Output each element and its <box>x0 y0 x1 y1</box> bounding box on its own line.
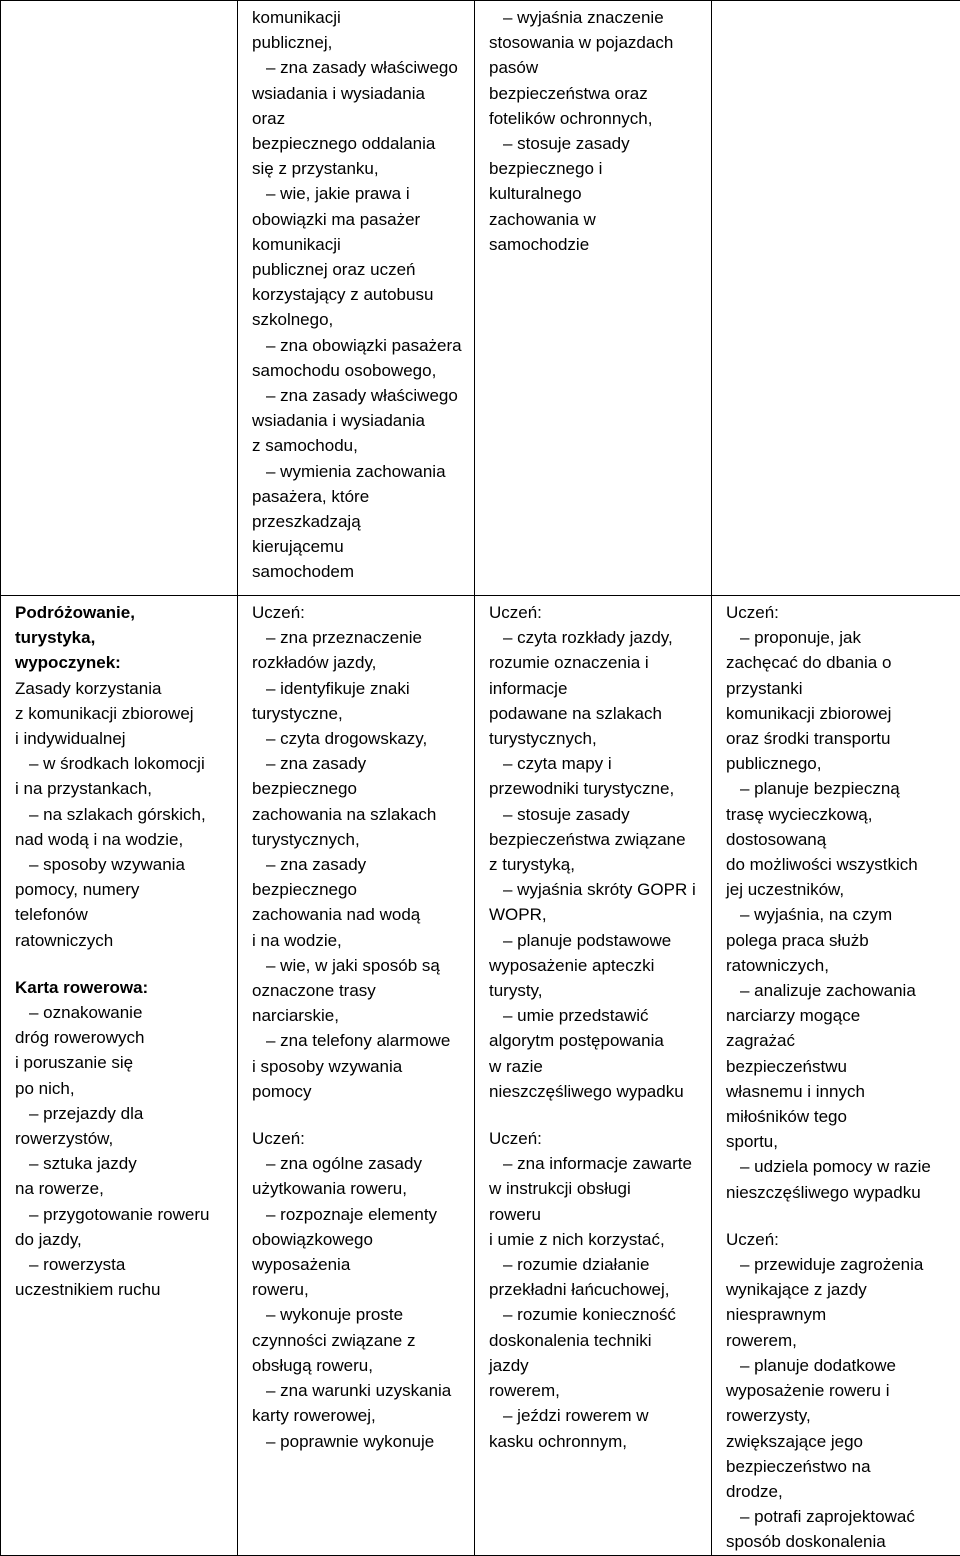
text-line: – rowerzysta <box>15 1252 229 1277</box>
text-line: – wyjaśnia, na czym <box>726 902 952 927</box>
text-line: bezpiecznego i <box>489 156 703 181</box>
text-line: – potrafi zaprojektować <box>726 1504 952 1529</box>
text-line: własnemu i innych <box>726 1079 952 1104</box>
text-block <box>489 600 703 1104</box>
section-heading: Karta rowerowa: <box>15 975 229 1000</box>
text-line: nieszczęśliwego wypadku <box>489 1079 703 1104</box>
text-line: nad wodą i na wodzie, <box>15 827 229 852</box>
text-line: komunikacji zbiorowej <box>726 701 952 726</box>
text-line: użytkowania roweru, <box>252 1176 466 1201</box>
text-line: pomocy <box>252 1079 466 1104</box>
text-line: do jazdy, <box>15 1227 229 1252</box>
text-line: ratowniczych <box>15 928 229 953</box>
text-line: i umie z nich korzystać, <box>489 1227 703 1252</box>
text-line: niesprawnym <box>726 1302 952 1327</box>
table-cell <box>475 596 712 1556</box>
text-block <box>252 1126 466 1454</box>
text-line: i sposoby wzywania <box>252 1054 466 1079</box>
text-block <box>15 600 229 953</box>
text-line: trasę wycieczkową, <box>726 802 952 827</box>
text-line: bezpiecznego <box>252 776 466 801</box>
text-block <box>252 5 466 585</box>
text-line: miłośników tego <box>726 1104 952 1129</box>
text-block <box>489 5 703 257</box>
text-line: – czyta drogowskazy, <box>252 726 466 751</box>
section-heading: wypoczynek: <box>15 650 229 675</box>
table-cell <box>238 596 475 1556</box>
text-line: bezpieczeństwu <box>726 1054 952 1079</box>
text-line: bezpieczeństwa oraz <box>489 81 703 106</box>
text-line: jej uczestników, <box>726 877 952 902</box>
text-line: wynikające z jazdy <box>726 1277 952 1302</box>
text-line: narciarskie, <box>252 1003 466 1028</box>
text-line: – planuje podstawowe <box>489 928 703 953</box>
text-line: WOPR, <box>489 902 703 927</box>
text-line: obsługą roweru, <box>252 1353 466 1378</box>
text-line: bezpieczeństwa związane <box>489 827 703 852</box>
text-line: rozkładów jazdy, <box>252 650 466 675</box>
text-line: bezpiecznego oddalania <box>252 131 466 156</box>
text-line: rowerzystów, <box>15 1126 229 1151</box>
text-line: – czyta mapy i <box>489 751 703 776</box>
text-line: do możliwości wszystkich <box>726 852 952 877</box>
table-cell <box>238 1 475 596</box>
text-line: narciarzy mogące <box>726 1003 952 1028</box>
text-line: samochodu osobowego, <box>252 358 466 383</box>
text-block <box>252 600 466 1104</box>
text-line: – wyjaśnia znaczenie <box>489 5 703 30</box>
text-line: obowiązki ma pasażer <box>252 207 466 232</box>
text-line: zachowania nad wodą <box>252 902 466 927</box>
text-line: rozumie oznaczenia i <box>489 650 703 675</box>
text-line: algorytm postępowania <box>489 1028 703 1053</box>
text-line: uczestnikiem ruchu <box>15 1277 229 1302</box>
text-line: się z przystanku, <box>252 156 466 181</box>
text-line: oraz <box>252 106 466 131</box>
text-line: z samochodu, <box>252 433 466 458</box>
text-line: kasku ochronnym, <box>489 1429 703 1454</box>
text-line: czynności związane z <box>252 1328 466 1353</box>
text-line: – przygotowanie roweru <box>15 1202 229 1227</box>
text-line: w razie <box>489 1054 703 1079</box>
text-line: publicznego, <box>726 751 952 776</box>
text-line: – sposoby wzywania <box>15 852 229 877</box>
text-line: roweru, <box>252 1277 466 1302</box>
text-block <box>726 1227 952 1555</box>
text-line: z turystyką, <box>489 852 703 877</box>
text-line: Uczeń: <box>726 1227 952 1252</box>
text-line: zachęcać do dbania o <box>726 650 952 675</box>
text-line: wyposażenia <box>252 1252 466 1277</box>
text-line: sposób doskonalenia <box>726 1529 952 1554</box>
text-line: – poprawnie wykonuje <box>252 1429 466 1454</box>
text-line: przystanki <box>726 676 952 701</box>
text-line: na rowerze, <box>15 1176 229 1201</box>
text-line: – zna informacje zawarte <box>489 1151 703 1176</box>
text-line: w instrukcji obsługi <box>489 1176 703 1201</box>
text-line: wsiadania i wysiadania <box>252 81 466 106</box>
table-cell <box>1 596 238 1556</box>
text-line: – przejazdy dla <box>15 1101 229 1126</box>
text-line: Uczeń: <box>489 1126 703 1151</box>
text-line: i poruszanie się <box>15 1050 229 1075</box>
text-line: jazdy <box>489 1353 703 1378</box>
text-line: Uczeń: <box>252 600 466 625</box>
text-line: zachowania na szlakach <box>252 802 466 827</box>
text-line: zachowania w <box>489 207 703 232</box>
table-cell <box>712 1 960 596</box>
text-line: z komunikacji zbiorowej <box>15 701 229 726</box>
text-block <box>726 600 952 1205</box>
text-line: wyposażenie roweru i <box>726 1378 952 1403</box>
text-line: wyposażenie apteczki <box>489 953 703 978</box>
text-line: Uczeń: <box>726 600 952 625</box>
text-line: przeszkadzają <box>252 509 466 534</box>
text-line: ratowniczych, <box>726 953 952 978</box>
table-row <box>1 596 960 1556</box>
text-line: samochodem <box>252 559 466 584</box>
text-line: i na wodzie, <box>252 928 466 953</box>
text-line: rowerem, <box>726 1328 952 1353</box>
text-line: bezpieczeństwo na <box>726 1454 952 1479</box>
text-line: – zna zasady właściwego <box>252 383 466 408</box>
text-line: publicznej, <box>252 30 466 55</box>
text-line: – wyjaśnia skróty GOPR i <box>489 877 703 902</box>
text-line: – wie, jakie prawa i <box>252 181 466 206</box>
text-line: podawane na szlakach <box>489 701 703 726</box>
text-line: – stosuje zasady <box>489 131 703 156</box>
text-line: pomocy, numery <box>15 877 229 902</box>
text-line: turysty, <box>489 978 703 1003</box>
text-line: fotelików ochronnych, <box>489 106 703 131</box>
text-line: – przewiduje zagrożenia <box>726 1252 952 1277</box>
text-line: oznaczone trasy <box>252 978 466 1003</box>
text-line: turystycznych, <box>489 726 703 751</box>
text-line: kulturalnego <box>489 181 703 206</box>
text-line: pasażera, które <box>252 484 466 509</box>
text-line: karty rowerowej, <box>252 1403 466 1428</box>
text-line: szkolnego, <box>252 307 466 332</box>
text-line: i na przystankach, <box>15 776 229 801</box>
text-line: Uczeń: <box>252 1126 466 1151</box>
text-line: – rozpoznaje elementy <box>252 1202 466 1227</box>
text-line: – planuje dodatkowe <box>726 1353 952 1378</box>
table-cell <box>475 1 712 596</box>
text-line: – planuje bezpieczną <box>726 776 952 801</box>
text-line: zwiększające jego <box>726 1429 952 1454</box>
text-line: samochodzie <box>489 232 703 257</box>
text-line: – zna ogólne zasady <box>252 1151 466 1176</box>
text-line: turystyczne, <box>252 701 466 726</box>
text-line: – zna przeznaczenie <box>252 625 466 650</box>
text-line: – wymienia zachowania <box>252 459 466 484</box>
text-line: – rozumie konieczność <box>489 1302 703 1327</box>
text-line: – oznakowanie <box>15 1000 229 1025</box>
text-line: rowerzysty, <box>726 1403 952 1428</box>
text-line: – udziela pomocy w razie <box>726 1154 952 1179</box>
text-line: – zna zasady właściwego <box>252 55 466 80</box>
text-line: – umie przedstawić <box>489 1003 703 1028</box>
text-line: sportu, <box>726 1129 952 1154</box>
section-heading: Podróżowanie, <box>15 600 229 625</box>
text-block <box>15 975 229 1303</box>
text-line: polega praca służb <box>726 928 952 953</box>
text-line: dostosowaną <box>726 827 952 852</box>
text-line: – w środkach lokomocji <box>15 751 229 776</box>
text-line: – czyta rozkłady jazdy, <box>489 625 703 650</box>
text-line: i indywidualnej <box>15 726 229 751</box>
text-line: – analizuje zachowania <box>726 978 952 1003</box>
text-line: informacje <box>489 676 703 701</box>
text-line: pasów <box>489 55 703 80</box>
text-line: Zasady korzystania <box>15 676 229 701</box>
text-line: – zna zasady <box>252 751 466 776</box>
text-line: – na szlakach górskich, <box>15 802 229 827</box>
text-line: telefonów <box>15 902 229 927</box>
text-line: rowerem, <box>489 1378 703 1403</box>
text-line: Uczeń: <box>489 600 703 625</box>
text-block <box>489 1126 703 1454</box>
text-line: wsiadania i wysiadania <box>252 408 466 433</box>
text-line: korzystający z autobusu <box>252 282 466 307</box>
text-line: – proponuje, jak <box>726 625 952 650</box>
text-line: zagrażać <box>726 1028 952 1053</box>
text-line: – zna obowiązki pasażera <box>252 333 466 358</box>
text-line: – stosuje zasady <box>489 802 703 827</box>
text-line: – sztuka jazdy <box>15 1151 229 1176</box>
text-line: komunikacji <box>252 5 466 30</box>
text-line: roweru <box>489 1202 703 1227</box>
text-line: drodze, <box>726 1479 952 1504</box>
text-line: nieszczęśliwego wypadku <box>726 1180 952 1205</box>
text-line: – wie, w jaki sposób są <box>252 953 466 978</box>
text-line: przekładni łańcuchowej, <box>489 1277 703 1302</box>
text-line: po nich, <box>15 1076 229 1101</box>
text-line: – zna zasady <box>252 852 466 877</box>
text-line: stosowania w pojazdach <box>489 30 703 55</box>
table-cell <box>712 596 960 1556</box>
section-heading: turystyka, <box>15 625 229 650</box>
text-line: obowiązkowego <box>252 1227 466 1252</box>
text-line: kierującemu <box>252 534 466 559</box>
text-line: – identyfikuje znaki <box>252 676 466 701</box>
text-line: – jeździ rowerem w <box>489 1403 703 1428</box>
table-row <box>1 1 960 596</box>
text-line: – wykonuje proste <box>252 1302 466 1327</box>
text-line: publicznej oraz uczeń <box>252 257 466 282</box>
text-line: – zna telefony alarmowe <box>252 1028 466 1053</box>
table-cell <box>1 1 238 596</box>
text-line: oraz środki transportu <box>726 726 952 751</box>
text-line: bezpiecznego <box>252 877 466 902</box>
text-line: przewodniki turystyczne, <box>489 776 703 801</box>
text-line: turystycznych, <box>252 827 466 852</box>
text-line: doskonalenia techniki <box>489 1328 703 1353</box>
text-line: dróg rowerowych <box>15 1025 229 1050</box>
text-line: – zna warunki uzyskania <box>252 1378 466 1403</box>
text-line: komunikacji <box>252 232 466 257</box>
text-line: – rozumie działanie <box>489 1252 703 1277</box>
